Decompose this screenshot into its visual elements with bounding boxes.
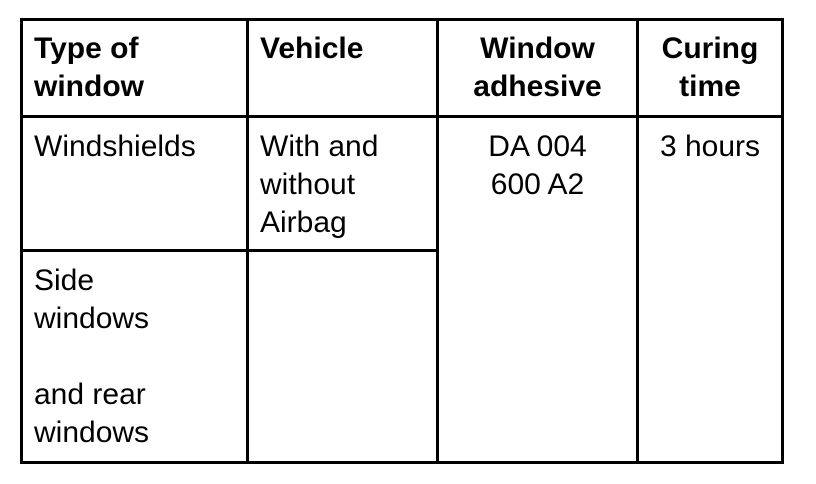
cell-windshields-vehicle-line-2: without xyxy=(260,168,356,201)
cell-window-adhesive-line-2: 600 A2 xyxy=(490,168,585,201)
adhesive-table xyxy=(20,18,784,464)
cell-windshields-type-line-1: Windshields xyxy=(34,130,196,163)
cell-side-rear-type-line-3: and rear xyxy=(34,378,146,411)
header-vehicle xyxy=(260,30,363,68)
cell-side-rear-type xyxy=(34,262,149,452)
table-border-left xyxy=(20,18,23,464)
header-curing-time-line-1: Curing xyxy=(661,32,759,65)
cell-side-rear-vehicle xyxy=(249,252,436,461)
header-curing-time xyxy=(639,30,781,106)
header-type-of-window xyxy=(34,30,144,106)
header-window-adhesive xyxy=(439,30,636,106)
cell-side-rear-type-line-4: windows xyxy=(34,416,150,449)
header-type-of-window-line-2: window xyxy=(34,70,144,103)
header-divider xyxy=(20,115,784,118)
cell-window-adhesive xyxy=(439,128,636,204)
header-type-of-window-line-1: Type of xyxy=(34,32,139,65)
cell-curing-time xyxy=(639,128,781,166)
cell-windshields-vehicle-line-3: Airbag xyxy=(260,206,347,239)
cell-side-rear-type-line-1: Side xyxy=(34,264,95,297)
table-border-right xyxy=(781,18,784,464)
cell-windshields-type xyxy=(34,128,196,166)
header-curing-time-line-2: time xyxy=(679,70,741,103)
table-border-bottom xyxy=(20,461,784,464)
cell-side-rear-type-line-2: windows xyxy=(34,302,150,335)
cell-curing-time-line-1: 3 hours xyxy=(659,130,761,163)
cell-window-adhesive-line-1: DA 004 xyxy=(488,130,587,163)
header-window-adhesive-line-2: adhesive xyxy=(473,70,602,103)
header-window-adhesive-line-1: Window xyxy=(480,32,595,65)
cell-windshields-vehicle xyxy=(260,128,378,242)
header-vehicle-line-1: Vehicle xyxy=(260,32,364,65)
table-border-top xyxy=(20,18,784,21)
cell-windshields-vehicle-line-1: With and xyxy=(260,130,379,163)
